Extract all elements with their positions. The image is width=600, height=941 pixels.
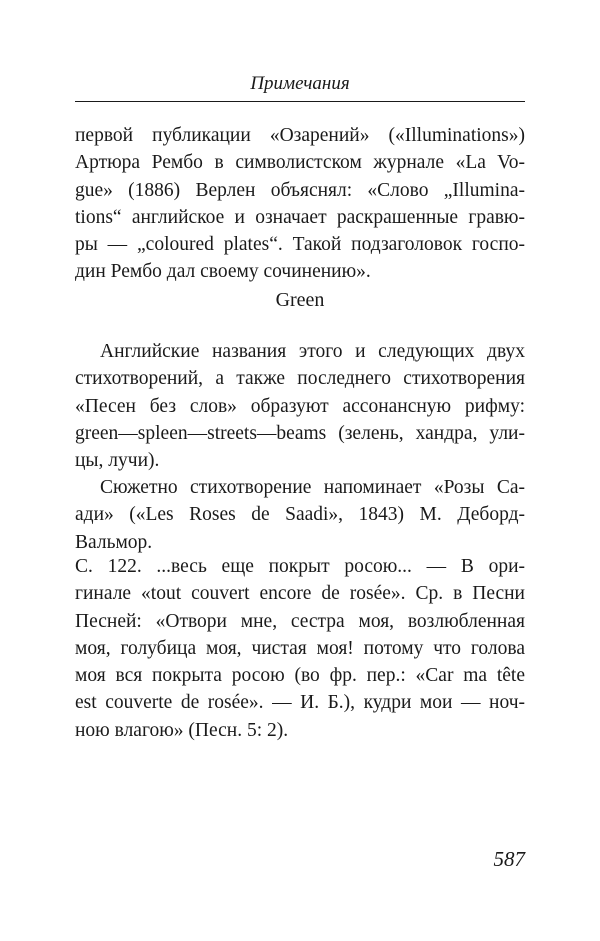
text-line: стихотворений, а также последнего стихотворения: [75, 368, 525, 390]
text-line: С. 122. ...весь еще покрыт росою... — В ори-: [75, 556, 525, 577]
section-title: Green: [275, 289, 325, 311]
text-line: «Песен без слов» образуют ассонансную рифму:: [75, 395, 525, 417]
text-line: tions“ английское и означает раскрашенные гравю-: [75, 206, 525, 228]
note-paragraph: [75, 553, 525, 744]
text-line: Вальмор.: [75, 531, 153, 553]
header-rule: [75, 101, 525, 102]
text-line: ры — „coloured plates“. Такой подзаголовок госпо-: [75, 234, 525, 256]
text-line: ади» («Les Roses de Saadi», 1843) М. Деборд-: [75, 504, 525, 526]
text-line: Сюжетно стихотворение напоминает «Розы Са-: [100, 477, 525, 498]
text-line: первой публикации «Озарений» («Illuminations»): [75, 125, 525, 146]
text-line: gue» (1886) Верлен объяснял: «Слово „Illumina-: [75, 179, 525, 201]
text-line: Артюра Рембо в символистском журнале «La Vo-: [75, 152, 525, 174]
text-line: Английские названия этого и следующих двух: [100, 341, 525, 362]
text-line: гинале «tout couvert encore de rosée». Ср. в Песни: [75, 583, 525, 605]
green-paragraph-1: [75, 338, 525, 474]
running-head: Примечания: [250, 73, 350, 94]
text-line: ною влагою» (Песн. 5: 2).: [75, 719, 289, 741]
text-line: Песней: «Отвори мне, сестра моя, возлюбленная: [75, 610, 525, 632]
text-line: green—spleen—streets—beams (зелень, хандра, ули-: [75, 422, 525, 444]
intro-paragraph: [75, 122, 525, 286]
text-line: цы, лучи).: [75, 450, 160, 472]
text-line: est couverte de rosée». — И. Б.), кудри мои — ноч-: [75, 692, 525, 714]
green-paragraph-2: [75, 474, 525, 556]
text-line: моя, голубица моя, чистая моя! потому что голова: [75, 637, 525, 659]
text-line: дин Рембо дал своему сочинению».: [75, 261, 371, 283]
text-line: моя вся покрыта росою (во фр. пер.: «Car ma tête: [75, 665, 525, 687]
page-number: 587: [493, 847, 525, 871]
